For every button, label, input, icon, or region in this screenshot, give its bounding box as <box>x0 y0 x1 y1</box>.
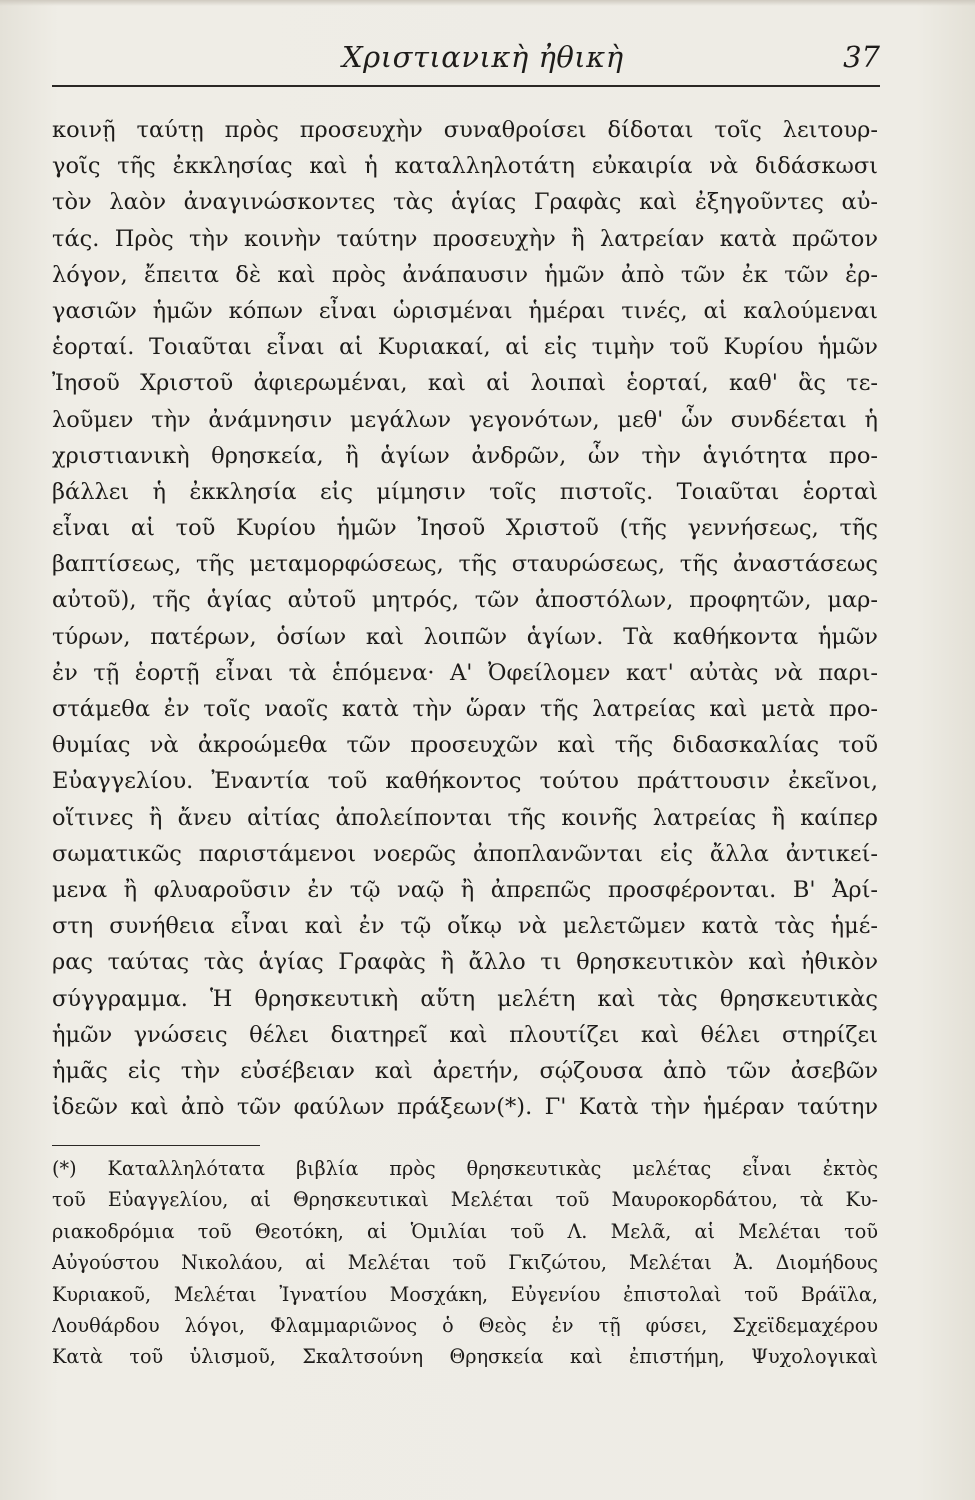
footnote-line: τοῦ Εὐαγγελίου, αἱ Θρησκευτικαὶ Μελέται τοῦ Μαυροκορδάτου, τὰ Κυ- <box>52 1188 878 1212</box>
text-line: βάλλει ἡ ἐκκλησία εἰς μίμησιν τοῖς πιστοῖς. Τοιαῦται ἑορταὶ <box>52 478 878 505</box>
text-line: σωματικῶς παριστάμενοι νοερῶς ἀποπλανῶνται εἰς ἄλλα ἀντικεί- <box>52 840 878 867</box>
text-line: εἶναι αἱ τοῦ Κυρίου ἡμῶν Ἰησοῦ Χριστοῦ (τῆς γεννήσεως, τῆς <box>52 515 878 542</box>
running-head <box>52 38 880 82</box>
text-line: λοῦμεν τὴν ἀνάμνησιν μεγάλων γεγονότων, μεθ' ὧν συνδέεται ἡ <box>52 406 878 433</box>
text-line: μενα ἢ φλυαροῦσιν ἐν τῷ ναῷ ἢ ἀπρεπῶς προσφέρονται. Β' Ἀρί- <box>52 876 878 903</box>
text-line: λόγον, ἔπειτα δὲ καὶ πρὸς ἀνάπαυσιν ἡμῶν ἀπὸ τῶν ἐκ τῶν ἐρ- <box>52 261 878 288</box>
text-line: Εὐαγγελίου. Ἐναντία τοῦ καθήκοντος τούτου πράττουσιν ἐκεῖνοι, <box>52 768 878 795</box>
footnote-line: Κυριακοῦ, Μελέται Ἰγνατίου Μοσχάκη, Εὐγενίου ἐπιστολαὶ τοῦ Βράϊλα, <box>52 1282 878 1306</box>
footnote-line: Αὐγούστου Νικολάου, αἱ Μελέται τοῦ Γκιζώτου, Μελέται Ἀ. Διομήδους <box>52 1251 878 1275</box>
text-line: ἡμᾶς εἰς τὴν εὐσέβειαν καὶ ἀρετήν, σῴζουσα ἀπὸ τῶν ἀσεβῶν <box>52 1057 878 1084</box>
text-line: τάς. Πρὸς τὴν κοινὴν ταύτην προσευχὴν ἢ λατρείαν κατὰ πρῶτον <box>52 225 878 252</box>
header-rule <box>52 85 880 87</box>
text-line: ἑορταί. Τοιαῦται εἶναι αἱ Κυριακαί, αἱ εἰς τιμὴν τοῦ Κυρίου ἡμῶν <box>52 334 878 361</box>
text-line: κοινῇ ταύτῃ πρὸς προσευχὴν συναθροίσει δίδοται τοῖς λειτουρ- <box>52 117 878 143</box>
text-line: Ἰησοῦ Χριστοῦ ἀφιερωμέναι, καὶ αἱ λοιπαὶ ἑορταί, καθ' ἃς τε- <box>52 370 878 397</box>
running-title: Χριστιανικὴ ἠθικὴ <box>342 40 624 74</box>
text-line: θυμίας νὰ ἀκροώμεθα τῶν προσευχῶν καὶ τῆς διδασκαλίας τοῦ <box>52 732 878 759</box>
text-line: τὸν λαὸν ἀναγινώσκοντες τὰς ἁγίας Γραφὰς καὶ ἐξηγοῦντες αὐ- <box>52 189 878 216</box>
footnote-line: ριακοδρόμια τοῦ Θεοτόκη, αἱ Ὁμιλίαι τοῦ Λ. Μελᾶ, αἱ Μελέται τοῦ <box>52 1219 878 1243</box>
text-line: τύρων, πατέρων, ὁσίων καὶ λοιπῶν ἁγίων. Τὰ καθήκοντα ἡμῶν <box>52 623 878 650</box>
footnote-line: Κατὰ τοῦ ὑλισμοῦ, Σκαλτσούνη Θρησκεία καὶ ἐπιστήμη, Ψυχολογικαὶ <box>52 1345 878 1369</box>
text-line: χριστιανικὴ θρησκεία, ἢ ἁγίων ἀνδρῶν, ὧν τὴν ἁγιότητα προ- <box>52 442 878 469</box>
footnote-line: (*) Καταλληλότατα βιβλία πρὸς θρησκευτικὰς μελέτας εἶναι ἐκτὸς <box>52 1157 878 1180</box>
text-line: βαπτίσεως, τῆς μεταμορφώσεως, τῆς σταυρώσεως, τῆς ἀναστάσεως <box>52 551 878 578</box>
text-line: στάμεθα ἐν τοῖς ναοῖς κατὰ τὴν ὥραν τῆς λατρείας καὶ μετὰ προ- <box>52 696 878 722</box>
text-line: οἵτινες ἢ ἄνευ αἰτίας ἀπολείπονται τῆς κοινῆς λατρείας ἢ καίπερ <box>52 804 878 831</box>
footnote-line: Λουθάρδου λόγοι, Φλαμμαριῶνος ὁ Θεὸς ἐν τῇ φύσει, Σχεϊδεμαχέρου <box>52 1313 878 1337</box>
text-line: ἡμῶν γνώσεις θέλει διατηρεῖ καὶ πλουτίζει καὶ θέλει στηρίζει <box>52 1021 878 1048</box>
text-line: ἐν τῇ ἑορτῇ εἶναι τὰ ἑπόμενα· Α' Ὀφείλομεν κατ' αὐτὰς νὰ παρι- <box>52 659 878 686</box>
text-line: στη συνήθεια εἶναι καὶ ἐν τῷ οἴκῳ νὰ μελετῶμεν κατὰ τὰς ἡμέ- <box>52 913 878 940</box>
footnotes <box>52 1153 878 1373</box>
text-line: γασιῶν ἡμῶν κόπων εἶναι ὡρισμέναι ἡμέραι τινές, αἱ καλούμεναι <box>52 297 878 324</box>
page-number: 37 <box>843 40 880 74</box>
body-text <box>52 112 878 1125</box>
text-line: ἰδεῶν καὶ ἀπὸ τῶν φαύλων πράξεων(*). Γ' Κατὰ τὴν ἡμέραν ταύτην <box>52 1094 878 1121</box>
text-line: αὐτοῦ), τῆς ἁγίας αὐτοῦ μητρός, τῶν ἀποστόλων, προφητῶν, μαρ- <box>52 587 878 614</box>
text-line: γοῖς τῆς ἐκκλησίας καὶ ἡ καταλληλοτάτη εὐκαιρία νὰ διδάσκωσι <box>52 153 878 180</box>
text-line: ρας ταύτας τὰς ἁγίας Γραφὰς ἢ ἄλλο τι θρησκευτικὸν καὶ ἠθικὸν <box>52 949 878 976</box>
footnote-rule <box>52 1145 260 1146</box>
text-line: σύγγραμμα. Ἡ θρησκευτικὴ αὕτη μελέτη καὶ τὰς θρησκευτικὰς <box>52 985 878 1012</box>
page-top-edge <box>0 0 975 6</box>
